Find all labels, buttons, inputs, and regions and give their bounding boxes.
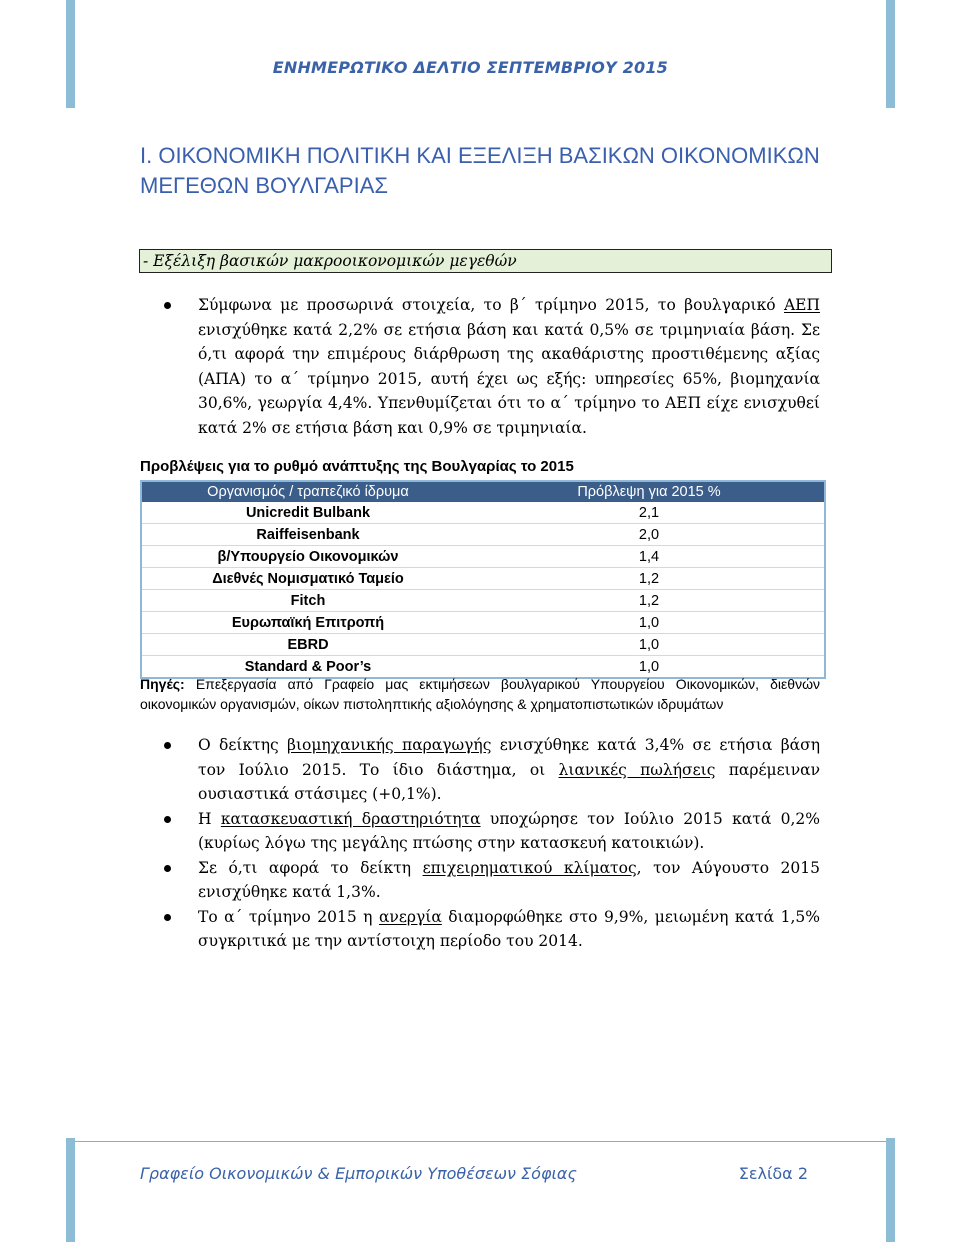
list-item-text: παρέμειναν ουσιαστικά στάσιμες (+0,1%). [198,760,821,803]
list-item [160,293,820,440]
subsection-heading: - Εξέλιξη βασικών μακροοικονομικών μεγεθών [139,249,832,273]
page-number: Σελίδα 2 [738,1164,808,1183]
list-item-text: Σε ό,τι αφορά το δείκτη [198,858,423,877]
table-row [141,634,825,656]
section-title: Ι. ΟΙΚΟΝΟΜΙΚΗ ΠΟΛΙΤΙΚΗ ΚΑΙ ΕΞΕΛΙΞΗ ΒΑΣΙΚΩΝ ΟΙΚΟΝΟΜΙΚΩΝ ΜΕΓΕΘΩΝ ΒΟΥΛΓΑΡΙΑΣ [140,143,820,198]
column-header-forecast: Πρόβλεψη για 2015 % [474,481,825,502]
left-footer-bar [66,1138,75,1242]
forecast-cell: 1,0 [474,634,825,656]
running-header: ΕΝΗΜΕΡΩΤΙΚΟ ΔΕΛΤΙΟ ΣΕΠΤΕΜΒΡΙΟΥ 2015 [272,58,668,77]
table-row [141,590,825,612]
indicators-bullet-list [160,733,820,954]
left-margin-bar [66,0,75,108]
organization-cell: Ευρωπαϊκή Επιτροπή [141,612,474,634]
organization-cell: Unicredit Bulbank [141,502,474,524]
right-margin-bar [886,0,895,108]
list-item-text: υποχώρησε τον Ιούλιο 2015 κατά 0,2% (κυρίως λόγω της μεγάλης πτώσης στην κατασκευή κατοικιών). [198,809,820,852]
table-row [141,568,825,590]
bullet-icon [164,914,171,921]
forecast-table [140,480,826,679]
intro-bullet-list [160,293,820,440]
table-row [141,612,825,634]
list-item [160,856,820,905]
table-row [141,502,825,524]
column-header-organization: Οργανισμός / τραπεζικό ίδρυμα [141,481,474,502]
construction-activity-link[interactable]: κατασκευαστική δραστηριότητα [220,809,481,828]
table-header-row [141,481,825,502]
business-climate-link[interactable]: επιχειρηματικού κλίματος [422,858,637,877]
unemployment-link[interactable]: ανεργία [378,907,442,926]
list-item [160,905,820,954]
retail-sales-link[interactable]: λιανικές πωλήσεις [558,760,716,779]
industrial-production-link[interactable]: βιομηχανικής παραγωγής [286,736,492,754]
list-item-text: ενισχύθηκε κατά 2,2% σε ετήσια βάση και κατά 0,5% σε τριμηνιαία βάση. Σε ό,τι αφορά την επιμέρους διάρθρωση της ακαθάριστης προστιθέμενης αξίας (ΑΠΑ) το α΄ τρίμηνο 2015, αυτή έχει ως εξής: υπηρεσίες 65%, βιομηχανία 30,6%, γεωργία 4,4%. Υπενθυμίζεται ότι το α΄ τρίμηνο το ΑΕΠ είχε ενισχυθεί κατά 2% σε ετήσια βάση και 0,9% σε τριμηνιαία. [198,320,820,437]
bullet-icon [164,302,171,309]
forecast-cell: 1,0 [638,658,660,675]
list-item-text: ενισχύθηκε κατά 3,4% σε ετήσια βάση τον Ιούλιο 2015. Το ίδιο διάστημα, οι [198,736,820,779]
organization-cell: EBRD [141,634,474,656]
forecast-cell: 1,4 [474,546,825,568]
bullet-icon [164,865,171,872]
forecast-cell: 1,0 [474,612,825,634]
organization-cell: Raiffeisenbank [141,524,474,546]
list-item-text: διαμορφώθηκε στο 9,9%, μειωμένη κατά 1,5% συγκριτικά με την αντίστοιχη περίοδο του 2014. [198,907,820,950]
source-label: Πηγές: [140,676,185,692]
right-footer-bar [886,1138,895,1242]
list-item-text: Ο δείκτης [198,736,287,754]
list-item-text: Σύμφωνα με προσωρινά στοιχεία, το β΄ τρίμηνο 2015, το βουλγαρικό [198,296,784,314]
table-title: Προβλέψεις για το ρυθμό ανάπτυξης της Βουλγαρίας το 2015 [140,458,574,475]
list-item [160,733,820,807]
gdp-link[interactable]: ΑΕΠ [783,296,820,314]
forecast-cell: 2,0 [474,524,825,546]
footer-office: Γραφείο Οικονομικών & Εμπορικών Υποθέσεων Σόφιας [140,1164,577,1183]
bullet-icon [164,816,171,823]
organization-cell: Standard & Poor’s [244,658,372,675]
list-item [160,807,820,856]
list-item-text: , τον Αύγουστο 2015 ενισχύθηκε κατά 1,3%. [198,858,820,901]
forecast-cell: 1,2 [474,568,825,590]
organization-cell: Fitch [141,590,474,612]
forecast-cell: 1,2 [474,590,825,612]
table-row [141,524,825,546]
footer-divider [75,1141,886,1142]
source-text: Επεξεργασία από Γραφείο μας εκτιμήσεων βουλγαρικού Υπουργείου Οικονομικών, διεθνών οικονομικών οργανισμών, οίκων πιστοληπτικής αξιολόγησης & χρηματοπιστωτικών ιδρυμάτων [140,676,820,712]
list-item-text: Το α΄ τρίμηνο 2015 η [198,907,379,926]
forecast-cell: 2,1 [474,502,825,524]
table-row [141,546,825,568]
bullet-icon [164,742,171,749]
organization-cell: Διεθνές Νομισματικό Ταμείο [141,568,474,590]
organization-cell: β/Υπουργείο Οικονομικών [141,546,474,568]
list-item-text: Η [198,809,221,828]
source-note [140,674,820,714]
